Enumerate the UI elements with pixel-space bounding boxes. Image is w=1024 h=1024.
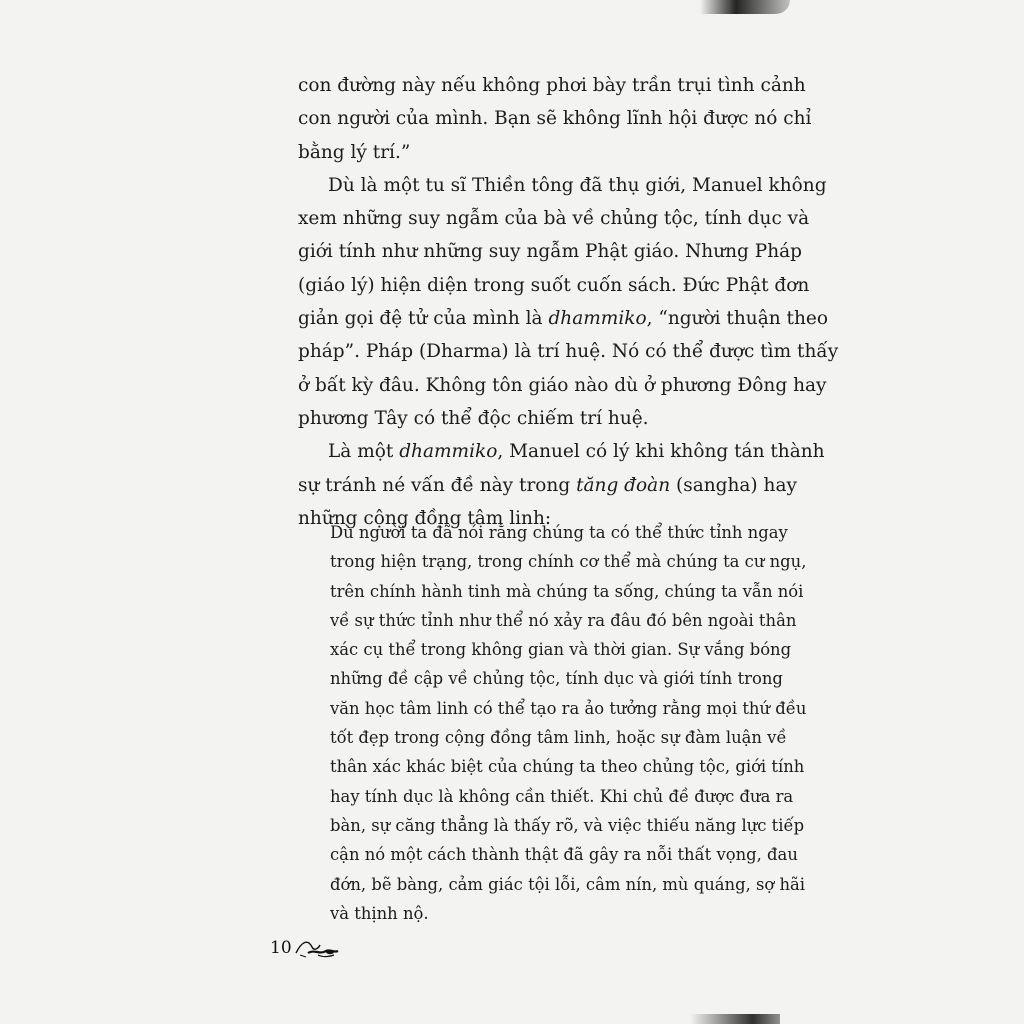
text-line: (giáo lý) hiện diện trong suốt cuốn sách. Đức Phật đơn (298, 274, 810, 296)
italic-term: tăng đoàn (576, 474, 671, 496)
italic-term: dhammiko (548, 308, 647, 330)
quote-line: bàn, sự căng thẳng là thấy rõ, và việc thiếu năng lực tiếp (330, 815, 805, 835)
text-line (298, 469, 797, 502)
text-line: giới tính như những suy ngẫm Phật giáo. Nhưng Pháp (298, 241, 802, 263)
text-line: ở bất kỳ đâu. Không tôn giáo nào dù ở phương Đông hay (298, 374, 827, 396)
text-segment: Là một (328, 441, 400, 463)
text-line: con người của mình. Bạn sẽ không lĩnh hội được nó chỉ (298, 108, 812, 130)
text-line: bằng lý trí.” (298, 141, 411, 163)
quote-line: và thịnh nộ. (330, 903, 429, 923)
text-line: những cộng đồng tâm linh: (298, 507, 552, 529)
quote-line: cận nó một cách thành thật đã gây ra nỗi thất vọng, đau (330, 845, 798, 865)
quote-line: trên chính hành tinh mà chúng ta sống, chúng ta vẫn nói (330, 581, 804, 601)
text-line: con đường này nếu không phơi bày trần trụi tình cảnh (298, 75, 806, 96)
page-footer (270, 935, 340, 961)
quote-line: tốt đẹp trong cộng đồng tâm linh, hoặc sự đàm luận về (330, 728, 787, 748)
quote-line: những đề cập về chủng tộc, tính dục và giới tính trong (330, 669, 783, 689)
text-segment: giản gọi đệ tử của mình là (298, 308, 543, 330)
text-line (298, 302, 828, 335)
quote-line: về sự thức tỉnh như thể nó xảy ra đâu đó bên ngoài thân (330, 610, 797, 630)
text-segment: , Manuel có lý khi không tán thành (497, 441, 825, 463)
text-line: phương Tây có thể độc chiếm trí huệ. (298, 407, 649, 429)
quote-line: trong hiện trạng, trong chính cơ thể mà chúng ta cư ngụ, (330, 552, 807, 572)
text-line: xem những suy ngẫm của bà về chủng tộc, tính dục và (298, 208, 810, 230)
italic-term: dhammiko (399, 441, 498, 463)
text-segment: , “người thuận theo (646, 308, 828, 330)
body-text (298, 69, 839, 535)
quote-line: thân xác khác biệt của chúng ta theo chủng tộc, giới tính (330, 757, 805, 777)
brush-ornament-icon (294, 935, 340, 961)
quote-line: xác cụ thể trong không gian và thời gian. Sự vắng bóng (330, 640, 792, 660)
page-number: 10 (270, 938, 292, 958)
page-edge-shadow-top (700, 0, 790, 14)
text-segment: sự tránh né vấn đề này trong (298, 474, 577, 496)
quote-line: văn học tâm linh có thể tạo ra ảo tưởng rằng mọi thứ đều (330, 698, 807, 718)
text-line: pháp”. Pháp (Dharma) là trí huệ. Nó có thể được tìm thấy (298, 341, 839, 363)
text-line (298, 435, 825, 468)
page-edge-shadow-bottom (690, 1014, 780, 1024)
block-quote (330, 518, 807, 928)
quote-line: đớn, bẽ bàng, cảm giác tội lỗi, câm nín, mù quáng, sợ hãi (330, 874, 806, 894)
quote-line: Dù người ta đã nói rằng chúng ta có thể thức tỉnh ngay (330, 523, 788, 542)
text-line: Dù là một tu sĩ Thiền tông đã thụ giới, Manuel không (328, 174, 827, 196)
quote-line: hay tính dục là không cần thiết. Khi chủ đề được đưa ra (330, 786, 794, 806)
text-segment: (sangha) hay (670, 474, 797, 496)
